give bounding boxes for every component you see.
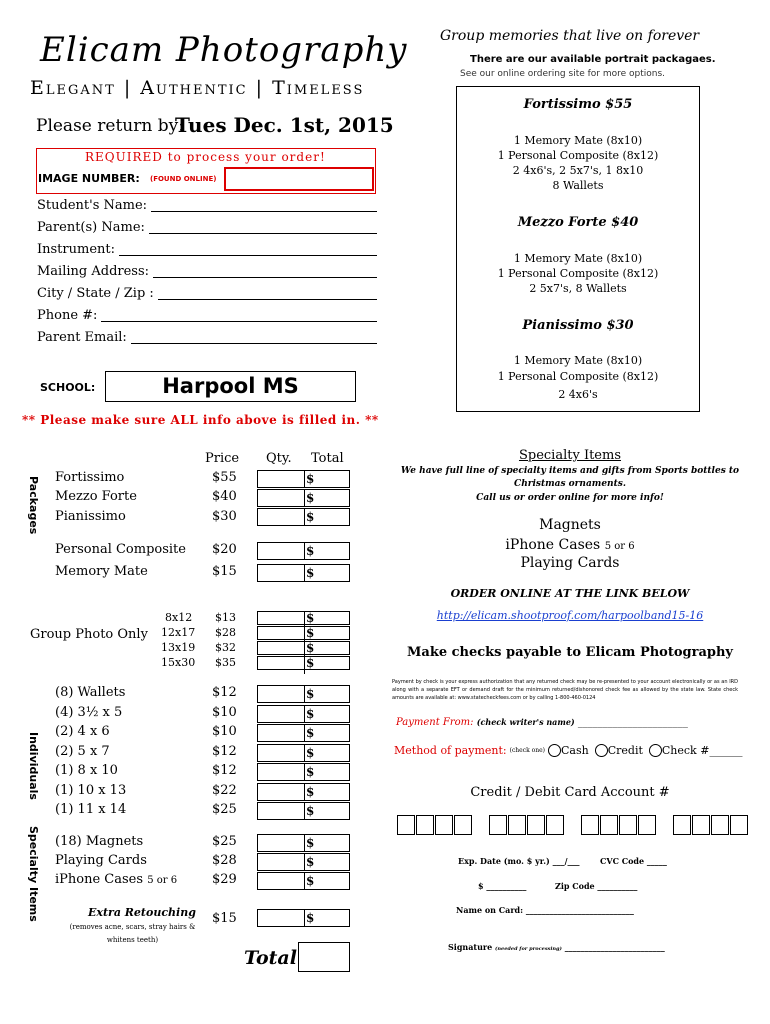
zip-field[interactable]: Zip Code __________: [555, 881, 638, 891]
instrument-field[interactable]: [37, 242, 377, 257]
total-box[interactable]: [298, 942, 350, 972]
package-price: $55: [212, 470, 237, 485]
extra-price: $20: [212, 542, 237, 557]
group-qty-total[interactable]: [257, 611, 350, 625]
parent-name-field[interactable]: [37, 220, 377, 235]
dollar-sign: $: [306, 687, 315, 701]
individual-price: $12: [212, 685, 237, 700]
packages-section-label: Packages: [27, 476, 40, 535]
specialty-info-item-name: iPhone Cases: [505, 537, 601, 553]
payment-from-note: (check writer's name): [476, 717, 575, 727]
specialty-price: $25: [212, 834, 237, 849]
extra-price: $15: [212, 564, 237, 579]
retouch-price: $15: [212, 911, 237, 926]
specialty-qty-total[interactable]: [257, 872, 350, 890]
dollar-sign: $: [306, 626, 315, 640]
specialty-item-suffix: 5 or 6: [147, 875, 178, 886]
individual-item: (1) 10 x 13: [55, 783, 127, 798]
individual-qty-total[interactable]: [257, 744, 350, 762]
individual-qty-total[interactable]: [257, 763, 350, 781]
found-online-note: (FOUND ONLINE): [150, 175, 217, 183]
extra-item: Memory Mate: [55, 564, 148, 579]
signature-line: _________________________: [564, 942, 665, 952]
specialty-price: $29: [212, 872, 237, 887]
check-one-note: (check one): [509, 747, 545, 754]
individual-item: (1) 8 x 10: [55, 763, 118, 778]
dollar-sign: $: [306, 656, 315, 670]
package-price: $40: [212, 489, 237, 504]
package-qty-total[interactable]: [257, 508, 350, 526]
return-by-label: Please return by:: [36, 116, 184, 136]
specialty-desc: Christmas ornaments.: [514, 479, 626, 489]
dollar-sign: $: [306, 911, 315, 925]
individual-qty-total[interactable]: [257, 705, 350, 723]
extra-item: Personal Composite: [55, 542, 186, 557]
package-detail-title: Pianissimo $30: [522, 318, 634, 333]
specialty-item: Playing Cards: [55, 853, 147, 868]
exp-date-field[interactable]: Exp. Date (mo. $ yr.) ___/___: [458, 856, 580, 866]
extra-qty-total[interactable]: [257, 564, 350, 582]
individual-item: (8) Wallets: [55, 685, 126, 700]
specialty-qty-total[interactable]: [257, 853, 350, 871]
individual-item: (2) 5 x 7: [55, 744, 110, 759]
payment-from-field[interactable]: Payment From: (check writer's name) ______________________: [396, 717, 688, 728]
field-label: City / State / Zip :: [37, 286, 154, 301]
retouch-title: Extra Retouching: [88, 906, 196, 919]
retouch-qty-total[interactable]: [257, 909, 350, 927]
group-size: 15x30: [161, 656, 196, 669]
individual-price: $25: [212, 802, 237, 817]
package-qty-total[interactable]: [257, 470, 350, 488]
dollar-sign: $: [306, 746, 315, 760]
package-detail-title: Mezzo Forte $40: [517, 215, 639, 230]
package-detail-line: 1 Personal Composite (8x12): [497, 267, 659, 280]
group-photo-label: Group Photo Only: [30, 627, 148, 642]
group-size: 13x19: [161, 641, 196, 654]
signature-field[interactable]: [448, 942, 665, 952]
group-size: 8x12: [165, 611, 193, 624]
individual-qty-total[interactable]: [257, 783, 350, 801]
total-label: Total: [244, 947, 297, 969]
price-header: Price: [205, 451, 240, 466]
dollar-sign: $: [306, 855, 315, 869]
dollar-sign: $: [306, 785, 315, 799]
image-number-input[interactable]: [224, 167, 374, 191]
dollar-sign: $: [306, 566, 315, 580]
field-label: Phone #:: [37, 308, 98, 323]
specialty-item: [55, 872, 177, 887]
individual-item: (1) 11 x 14: [55, 802, 127, 817]
specialty-section-label: Specialty Items: [27, 826, 40, 922]
phone-field[interactable]: [37, 308, 377, 323]
specialty-desc: Call us or order online for more info!: [476, 493, 664, 503]
group-size: 12x17: [161, 626, 196, 639]
dollar-sign: $: [306, 544, 315, 558]
individual-item: (2) 4 x 6: [55, 724, 110, 739]
individual-price: $12: [212, 744, 237, 759]
group-price: $13: [215, 611, 236, 624]
group-price: $28: [215, 626, 236, 639]
fine-print: Payment by check is your express authorization that any returned check may be re-presented to your account electronically or as an IRD along with a separate EFT or demand draft for the minimum returned/dishonored check fee as allowed by the state law. State check amounts are available at: www.statecheckfees.com or by calling 1-800-460-0124: [392, 679, 738, 701]
package-detail-line: 1 Memory Mate (8x10): [513, 134, 643, 147]
checks-payable-text: Make checks payable to Elicam Photography: [407, 645, 733, 660]
field-label: Instrument:: [37, 242, 115, 257]
individuals-section-label: Individuals: [27, 732, 40, 800]
card-number-boxes[interactable]: [397, 815, 749, 839]
specialty-info-item: [400, 537, 740, 553]
individual-qty-total[interactable]: [257, 724, 350, 742]
mailing-address-field[interactable]: [37, 264, 377, 279]
package-item: Pianissimo: [55, 509, 126, 524]
return-date: Tues Dec. 1st, 2015: [175, 113, 394, 137]
credit-radio[interactable]: [595, 744, 608, 757]
package-item: Fortissimo: [55, 470, 125, 485]
cash-label: Cash: [561, 744, 589, 757]
retouch-note: (removes acne, scars, stray hairs & whitens teeth): [69, 923, 196, 944]
dollar-sign: $: [306, 804, 315, 818]
image-number-label: IMAGE NUMBER:: [38, 172, 140, 185]
group-qty-total[interactable]: [257, 641, 350, 655]
specialty-info-title: Specialty Items: [518, 448, 622, 463]
individual-price: $12: [212, 763, 237, 778]
credit-label: Credit: [607, 744, 643, 757]
signature-note: (needed for processing): [495, 946, 562, 952]
field-label: Parent Email:: [37, 330, 127, 345]
warning-text: ** Please make sure ALL info above is filled in. **: [22, 413, 379, 427]
available-packages-text: There are our available portrait packagaes.: [470, 54, 716, 65]
tagline: Elegant | Authentic | Timeless: [30, 77, 365, 99]
specialty-desc: We have full line of specialty items and gifts from Sports bottles to: [400, 466, 740, 476]
method-label: Method of payment:: [394, 744, 507, 757]
package-detail-line: 1 Memory Mate (8x10): [513, 354, 643, 367]
payment-from-label: Payment From:: [396, 717, 474, 728]
specialty-info-item: Magnets: [539, 517, 601, 533]
dollar-sign: $: [306, 491, 315, 505]
name-on-card-field[interactable]: Name on Card: ___________________________: [456, 905, 634, 915]
specialty-item-name: iPhone Cases: [55, 872, 144, 887]
specialty-info-suffix: 5 or 6: [604, 541, 635, 552]
dollar-sign: $: [306, 707, 315, 721]
individual-price: $10: [212, 724, 237, 739]
group-qty-total[interactable]: [257, 626, 350, 640]
individual-price: $10: [212, 705, 237, 720]
package-detail-title: Fortissimo $55: [523, 97, 633, 112]
brand-title: Elicam Photography: [40, 30, 408, 70]
specialty-price: $28: [212, 853, 237, 868]
package-price: $30: [212, 509, 237, 524]
specialty-item: (18) Magnets: [55, 834, 144, 849]
package-detail-line: 1 Personal Composite (8x12): [497, 370, 659, 383]
dollar-sign: $: [306, 510, 315, 524]
specialty-info-item: Playing Cards: [520, 555, 620, 571]
check-radio[interactable]: [649, 744, 662, 757]
qty-header: Qty.: [266, 451, 292, 466]
specialty-qty-total[interactable]: [257, 834, 350, 852]
check-label: Check #: [661, 744, 710, 757]
individual-item: (4) 3½ x 5: [55, 705, 123, 720]
school-value[interactable]: Harpool MS: [105, 371, 356, 402]
package-detail-line: 2 4x6's, 2 5x7's, 1 8x10: [512, 164, 644, 177]
package-item: Mezzo Forte: [55, 489, 137, 504]
dollar-sign: $: [306, 836, 315, 850]
field-label: Mailing Address:: [37, 264, 150, 279]
group-price: $32: [215, 641, 236, 654]
package-detail-line: 2 5x7's, 8 Wallets: [529, 282, 627, 295]
package-detail-line: 8 Wallets: [552, 179, 604, 192]
field-label: Parent(s) Name:: [37, 220, 145, 235]
group-qty-total[interactable]: [257, 656, 350, 670]
dollar-sign: $: [306, 726, 315, 740]
cash-radio[interactable]: [548, 744, 561, 757]
parent-email-field[interactable]: [37, 330, 377, 345]
package-detail-line: 1 Personal Composite (8x12): [497, 149, 659, 162]
right-tagline: Group memories that live on forever: [440, 28, 700, 44]
city-state-zip-field[interactable]: [37, 286, 377, 301]
signature-label: Signature: [448, 942, 493, 952]
cvc-field[interactable]: CVC Code _____: [600, 856, 667, 866]
dollar-sign: $: [306, 765, 315, 779]
required-text: REQUIRED to process your order!: [85, 150, 326, 164]
school-label: SCHOOL:: [40, 381, 96, 394]
dollar-sign: $: [306, 874, 315, 888]
extra-qty-total[interactable]: [257, 542, 350, 560]
total-header: Total: [311, 451, 344, 466]
individual-qty-total[interactable]: [257, 802, 350, 820]
package-detail-line: 2 4x6's: [558, 388, 598, 401]
package-detail-line: 1 Memory Mate (8x10): [513, 252, 643, 265]
individual-price: $22: [212, 783, 237, 798]
order-online-heading: ORDER ONLINE AT THE LINK BELOW: [450, 587, 690, 600]
amount-field[interactable]: $ __________: [478, 881, 527, 891]
student-name-field[interactable]: [37, 198, 377, 213]
dollar-sign: $: [306, 641, 315, 655]
package-qty-total[interactable]: [257, 489, 350, 507]
group-price: $35: [215, 656, 236, 669]
individual-qty-total[interactable]: [257, 685, 350, 703]
field-label: Student's Name:: [37, 198, 148, 213]
card-title: Credit / Debit Card Account #: [470, 785, 670, 800]
dollar-sign: $: [306, 611, 315, 625]
dollar-sign: $: [306, 472, 315, 486]
order-online-link[interactable]: http://elicam.shootproof.com/harpoolband15-16: [436, 609, 704, 622]
online-options-text: See our online ordering site for more options.: [460, 69, 666, 79]
payment-method-row: Method of payment: (check one) Cash Credit Check # ______: [394, 744, 743, 757]
